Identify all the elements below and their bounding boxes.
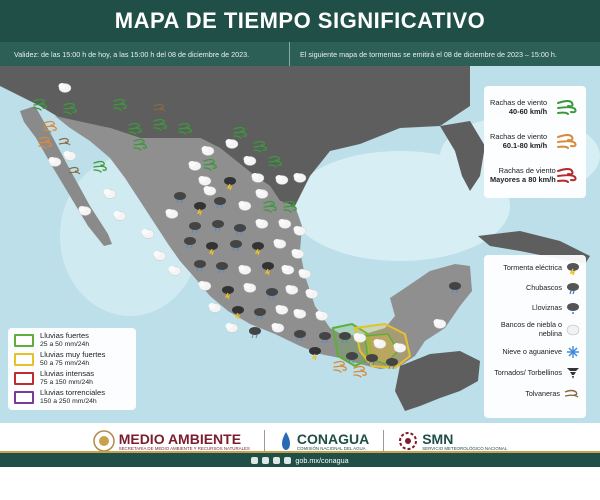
wind-icon-red [556, 165, 580, 185]
rain-legend-title: Lluvias intensas [40, 368, 95, 378]
rain-legend-range: 25 a 50 mm/24h [40, 340, 90, 348]
wind-legend-row [490, 124, 580, 158]
symbol-legend-label: Tornados/ Torbellinos [494, 367, 562, 377]
validity-bar [0, 42, 600, 66]
symbols-legend [484, 255, 586, 418]
thunderstorm-icon [566, 261, 580, 275]
footer [0, 423, 600, 500]
wind-legend [484, 86, 586, 198]
thunderstorm-cloud-icon [309, 347, 321, 360]
wind-legend-title: Rachas de viento [490, 131, 548, 141]
symbol-legend-label: Tolvaneras [525, 388, 560, 398]
rain-legend-row [14, 388, 130, 407]
next-map-text: El siguiente mapa de tormentas se emitirá el 08 de diciembre de 2023 – 15:00 h. [300, 49, 557, 59]
fog-cloud-icon [209, 303, 222, 313]
instagram-icon[interactable] [273, 457, 280, 464]
orange-wind-icon [334, 362, 346, 373]
symbol-legend-row [490, 342, 580, 362]
orange-wind-icon [44, 122, 56, 133]
rain-swatch-strong [14, 334, 34, 347]
social-bar [0, 453, 600, 467]
fog-cloud-icon [64, 151, 77, 161]
rain-legend-row [14, 350, 130, 369]
page-title: MAPA DE TIEMPO SIGNIFICATIVO [0, 0, 600, 42]
medio-ambiente-logo [93, 430, 250, 452]
wind-legend-range: Mayores a 80 km/h [490, 175, 556, 184]
symbol-legend-label: Nieve o aguanieve [502, 346, 562, 356]
fog-cloud-icon [226, 323, 239, 333]
social-link[interactable]: gob.mx/conagua [295, 455, 349, 465]
smn-gear-icon [398, 431, 418, 451]
national-seal-icon [93, 430, 115, 452]
rain-swatch-very-strong [14, 353, 34, 366]
dust-wind-icon [69, 168, 80, 175]
logo1-title: MEDIO AMBIENTE [118, 430, 242, 447]
twitter-icon[interactable] [262, 457, 269, 464]
wind-legend-range: 40-60 km/h [508, 107, 548, 116]
rain-legend-range: 150 a 250 mm/24h [40, 397, 97, 405]
rain-legend-title: Lluvias muy fuertes [40, 349, 106, 359]
facebook-icon[interactable] [251, 457, 258, 464]
rain-legend-title: Lluvias torrenciales [40, 387, 105, 397]
fog-cloud-icon [292, 249, 305, 259]
symbol-legend-label: Lloviznas [532, 302, 562, 312]
youtube-icon[interactable] [284, 457, 291, 464]
wind-legend-row [490, 158, 580, 192]
wind-icon-orange [556, 131, 580, 151]
wind-icon-green [556, 97, 580, 117]
rain-legend-row [14, 331, 130, 350]
symbol-legend-label: Tormenta eléctrica [503, 262, 562, 272]
fog-cloud-icon [299, 269, 312, 279]
wind-legend-range: 60.1-80 km/h [502, 141, 548, 150]
logo-divider [383, 430, 384, 452]
snow-icon [566, 345, 580, 359]
shower-cloud-icon [249, 327, 261, 338]
wind-legend-title: Rachas de viento [498, 165, 556, 175]
symbol-legend-label: Chubascos [526, 282, 562, 292]
rain-legend-range: 50 a 75 mm/24h [40, 359, 90, 367]
rain-swatch-intense [14, 372, 34, 385]
symbol-legend-row [490, 384, 580, 404]
rain-swatch-torrential [14, 391, 34, 404]
orange-wind-icon [354, 367, 366, 378]
logo2-subtitle: COMISIÓN NACIONAL DEL AGUA [296, 445, 366, 451]
rain-legend-range: 75 a 150 mm/24h [40, 378, 93, 386]
rain-legend-row [14, 369, 130, 388]
fog-cloud-icon [316, 311, 329, 321]
fog-cloud-icon [306, 289, 319, 299]
validity-text: Validez: de las 15:00 h de hoy, a las 15:00 h del 08 de diciembre de 2023. [0, 42, 290, 66]
symbol-legend-label: Bancos de niebla o neblina [500, 320, 562, 338]
drizzle-icon [566, 301, 580, 315]
tornado-icon [566, 366, 580, 380]
rain-legend [8, 328, 136, 410]
dust-icon [564, 388, 580, 400]
logo-divider [264, 430, 265, 452]
symbol-legend-row [490, 362, 580, 384]
logo1-subtitle: SECRETARÍA DE MEDIO AMBIENTE Y RECURSOS NATURALES [118, 445, 250, 451]
symbol-legend-row [490, 298, 580, 318]
conagua-logo [279, 430, 369, 452]
symbol-legend-row [490, 318, 580, 342]
logo3-title: SMN [422, 430, 454, 447]
wind-legend-title: Rachas de viento [490, 97, 548, 107]
logo3-subtitle: SERVICIO METEOROLÓGICO NACIONAL [422, 445, 508, 451]
water-drop-icon [279, 430, 293, 452]
symbol-legend-row [490, 258, 580, 278]
smn-logo [398, 431, 507, 451]
logo2-title: CONAGUA [296, 430, 370, 447]
symbol-legend-row [490, 278, 580, 298]
rain-legend-title: Lluvias fuertes [40, 330, 89, 340]
showers-icon [566, 281, 580, 295]
fog-icon [566, 323, 580, 337]
dust-wind-icon [59, 139, 70, 146]
wind-legend-row [490, 90, 580, 124]
